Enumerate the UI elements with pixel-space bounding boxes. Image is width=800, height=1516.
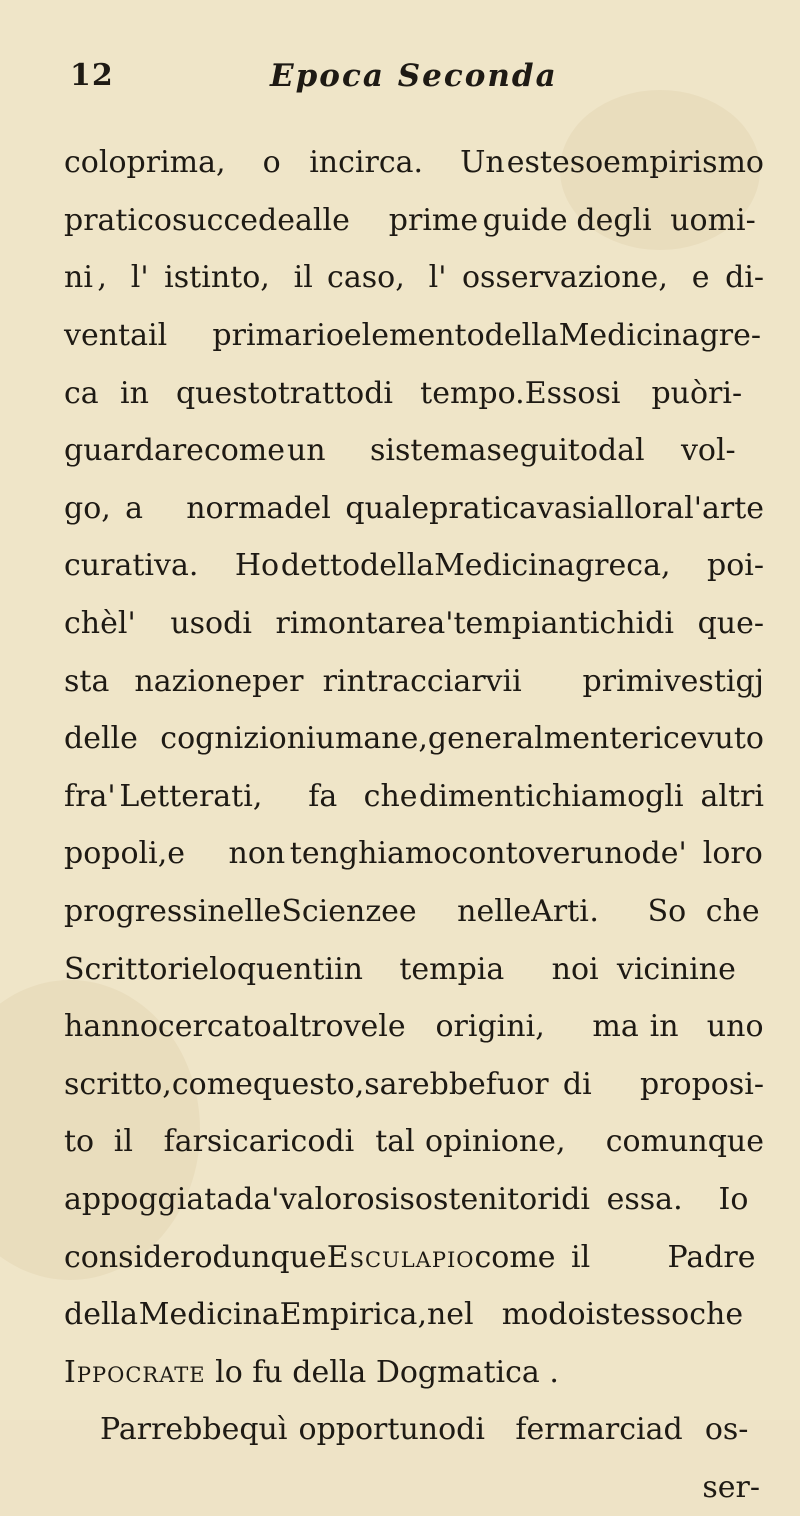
- word: noi: [551, 951, 599, 987]
- text-line: [64, 249, 764, 307]
- catchword: ser-: [702, 1469, 760, 1505]
- word: un: [286, 433, 326, 469]
- word: Esso: [524, 375, 596, 411]
- word: l': [130, 260, 149, 296]
- word: guardare: [64, 433, 204, 469]
- word: degli: [576, 202, 652, 238]
- word: a'tempi: [427, 606, 541, 642]
- word: il: [113, 1124, 133, 1160]
- word: Un: [460, 145, 505, 181]
- word: .: [673, 1181, 683, 1217]
- word: il: [571, 1239, 591, 1275]
- word: succede: [171, 202, 295, 238]
- word: ,: [260, 260, 270, 296]
- word: in: [334, 951, 363, 987]
- word: hanno: [64, 1009, 158, 1045]
- page-number: 12: [70, 58, 114, 93]
- word: a: [486, 951, 505, 987]
- word: appoggiata: [64, 1181, 235, 1217]
- word: curativa: [64, 548, 189, 584]
- word: Ippocrate: [64, 1354, 206, 1390]
- word: da': [234, 1181, 280, 1217]
- word: prime: [388, 202, 479, 238]
- word: progressi: [64, 894, 208, 930]
- word: tempi: [399, 951, 487, 987]
- word: .: [589, 894, 599, 930]
- word: guide: [482, 202, 568, 238]
- word: della: [64, 1297, 139, 1333]
- word: i: [512, 663, 522, 699]
- word: ne: [698, 951, 736, 987]
- word: nelle: [457, 894, 532, 930]
- word: ma: [592, 1009, 639, 1045]
- word: praticavasi: [429, 490, 597, 526]
- word: le: [378, 1009, 406, 1045]
- word: nelle: [207, 894, 282, 930]
- word: rintracciarvi: [322, 663, 513, 699]
- word: primario: [212, 318, 344, 354]
- word: ,: [535, 1009, 545, 1045]
- word: Medicina: [558, 318, 700, 354]
- word: fuor: [485, 1066, 549, 1102]
- word: l'arte: [684, 490, 765, 526]
- word: to: [64, 1124, 95, 1160]
- text-line: [64, 134, 764, 192]
- word: .: [188, 548, 199, 584]
- word: generalmente: [427, 721, 640, 757]
- word: alle: [295, 202, 350, 238]
- word: che: [705, 894, 760, 930]
- word: cercato: [157, 1009, 272, 1045]
- word: ,: [252, 778, 263, 814]
- word: il: [147, 318, 168, 354]
- word: popoli,: [64, 836, 168, 872]
- word: del: [284, 490, 331, 526]
- word: Esculapio: [326, 1239, 475, 1275]
- word: si: [595, 375, 621, 411]
- word: dunque: [212, 1239, 327, 1275]
- text-line: [64, 537, 764, 595]
- word: tal: [375, 1124, 415, 1160]
- word: sarebbe: [364, 1066, 486, 1102]
- text-line: [64, 422, 764, 480]
- word: greca: [574, 548, 661, 584]
- word: ca: [64, 375, 99, 411]
- word: pratico: [64, 202, 172, 238]
- word: conto: [451, 836, 536, 872]
- word: uomi-: [670, 202, 756, 238]
- text-line: [64, 1401, 764, 1459]
- word: Scrittori: [64, 951, 192, 987]
- text-line: [64, 768, 764, 826]
- word: antichi: [540, 606, 646, 642]
- word: empirismo: [603, 145, 764, 181]
- word: venta: [64, 318, 148, 354]
- word: istinto: [164, 260, 261, 296]
- word: e: [398, 894, 417, 930]
- word: di-: [725, 260, 765, 296]
- word: tratto: [277, 375, 365, 411]
- word: ,: [97, 260, 107, 296]
- text-line: [64, 825, 764, 883]
- word: gre-: [699, 318, 761, 354]
- word: uso: [170, 606, 224, 642]
- word: e: [691, 260, 710, 296]
- word: carico: [231, 1124, 326, 1160]
- word: caso: [327, 260, 396, 296]
- word: per: [252, 663, 304, 699]
- word: Letterati: [119, 778, 253, 814]
- text-line: [64, 1228, 764, 1286]
- word: fermarci: [515, 1412, 646, 1448]
- word: fa: [308, 778, 338, 814]
- word: istesso: [585, 1297, 690, 1333]
- text-line-paragraph-end: Ippocrate lo fu della Dogmatica .: [64, 1354, 559, 1390]
- word: Parrebbe: [100, 1412, 240, 1448]
- word: e: [167, 836, 186, 872]
- word: come: [474, 1239, 556, 1275]
- text-line: [64, 307, 764, 365]
- word: vicini: [616, 951, 699, 987]
- word: valorosi: [279, 1181, 400, 1217]
- text-line: [64, 652, 764, 710]
- word: ri-: [708, 375, 743, 411]
- word: di: [562, 1066, 592, 1102]
- word: allora: [596, 490, 685, 526]
- word: Ho: [234, 548, 280, 584]
- word: tenghiamo: [289, 836, 452, 872]
- word: ni: [64, 260, 93, 296]
- word: altrove: [271, 1009, 379, 1045]
- word: vol-: [680, 433, 736, 469]
- word: può: [651, 375, 709, 411]
- word: Medicina: [434, 548, 575, 584]
- word: loro: [702, 836, 763, 872]
- word: ,: [395, 260, 405, 296]
- word: altri: [700, 778, 765, 814]
- word: comunque: [605, 1124, 764, 1160]
- word: origini: [435, 1009, 536, 1045]
- word: Io: [718, 1181, 749, 1217]
- word: que-: [697, 606, 764, 642]
- word: chè: [64, 606, 118, 642]
- word: go,: [64, 490, 111, 526]
- word: .: [413, 145, 424, 181]
- text-line: [64, 998, 764, 1056]
- word: di: [456, 1412, 485, 1448]
- word: opportuno: [298, 1412, 457, 1448]
- text-line: [64, 192, 764, 250]
- word: uno: [706, 1009, 764, 1045]
- word: ad: [645, 1412, 683, 1448]
- word: di: [645, 606, 674, 642]
- word: tempo.: [420, 375, 525, 411]
- word: proposi-: [639, 1066, 764, 1102]
- word: fra': [64, 778, 116, 814]
- word: norma: [186, 490, 285, 526]
- word: farsi: [163, 1124, 232, 1160]
- word: l': [117, 606, 136, 642]
- word: prima: [126, 145, 217, 181]
- text-line: [64, 1286, 764, 1344]
- word: in: [649, 1009, 679, 1045]
- word: eloquenti: [191, 951, 335, 987]
- word: So: [647, 894, 687, 930]
- word: Arti: [531, 894, 589, 930]
- text-line: [64, 940, 764, 998]
- word: di: [325, 1124, 355, 1160]
- word: elemento: [343, 318, 485, 354]
- word: de': [641, 836, 687, 872]
- word: ,: [660, 548, 671, 584]
- word: Medicina: [138, 1297, 280, 1333]
- word: della: [484, 318, 559, 354]
- word: questo: [175, 375, 278, 411]
- text-line: [64, 364, 764, 422]
- word: ,: [216, 145, 226, 181]
- running-title: Epoca Seconda: [270, 58, 558, 94]
- word: ricevuto: [639, 721, 764, 757]
- word: primi: [582, 663, 664, 699]
- word: os-: [704, 1412, 749, 1448]
- text-line: [64, 1171, 764, 1229]
- word: esteso: [506, 145, 604, 181]
- word: modo: [501, 1297, 586, 1333]
- word: detto: [280, 548, 361, 584]
- text-line: [64, 1056, 764, 1114]
- word: Empirica,: [279, 1297, 427, 1333]
- text-line: [64, 710, 764, 768]
- word: essa: [606, 1181, 674, 1217]
- word: che: [689, 1297, 744, 1333]
- word: dal: [597, 433, 645, 469]
- word: seguito: [486, 433, 598, 469]
- word: ,: [555, 1124, 566, 1160]
- word: di: [364, 375, 394, 411]
- word: opinione: [425, 1124, 556, 1160]
- word: nel: [426, 1297, 474, 1333]
- word: sta: [64, 663, 110, 699]
- word: colo: [64, 145, 127, 181]
- word: non: [228, 836, 286, 872]
- word: come: [171, 1066, 253, 1102]
- word: ,: [658, 260, 668, 296]
- text-line: [64, 883, 764, 941]
- word: veruno: [535, 836, 642, 872]
- word: osservazione: [461, 260, 659, 296]
- word: quale: [345, 490, 430, 526]
- word: sostenitori: [399, 1181, 562, 1217]
- word: umane,: [315, 721, 428, 757]
- word: questo,: [252, 1066, 365, 1102]
- text-line: [64, 1113, 764, 1171]
- word: poi-: [707, 548, 764, 584]
- word: di: [561, 1181, 590, 1217]
- word: l': [428, 260, 447, 296]
- word: delle: [64, 721, 138, 757]
- word: o: [262, 145, 281, 181]
- word: sistema: [370, 433, 487, 469]
- word: gli: [645, 778, 684, 814]
- word: di: [223, 606, 252, 642]
- word: Scienze: [281, 894, 399, 930]
- word: rimontare: [275, 606, 428, 642]
- word: Padre: [667, 1239, 756, 1275]
- word: incirca: [309, 145, 414, 181]
- word: dimentichiamo: [419, 778, 646, 814]
- word: in: [119, 375, 149, 411]
- word: scritto,: [64, 1066, 172, 1102]
- word: a: [125, 490, 143, 526]
- word: come: [203, 433, 286, 469]
- word: vestigj: [663, 663, 764, 699]
- body-text: [64, 134, 764, 1516]
- word: quì: [239, 1412, 288, 1448]
- word: il: [293, 260, 313, 296]
- word: che: [363, 778, 418, 814]
- word: considero: [64, 1239, 213, 1275]
- word: cognizioni: [160, 721, 316, 757]
- word: della: [360, 548, 435, 584]
- word: nazione: [134, 663, 253, 699]
- text-line: [64, 480, 764, 538]
- text-line: [64, 595, 764, 653]
